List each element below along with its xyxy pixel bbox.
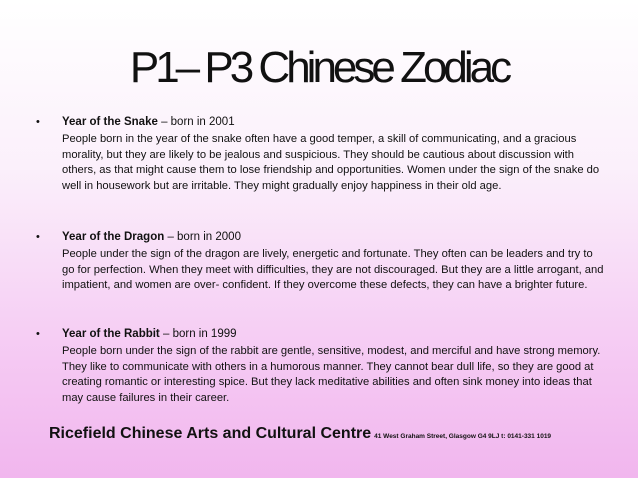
bullet: • (36, 328, 40, 340)
slide-title: P1– P3 Chinese Zodiac (129, 43, 509, 92)
heading-title: Year of the Dragon (62, 231, 165, 243)
zodiac-section-snake (36, 114, 608, 194)
section-heading (62, 326, 608, 342)
section-text: People under the sign of the dragon are lively, energetic and fortunate. They often can be leaders and try to go for perfection. When they meet with difficulties, they are not discouraged. But they are a little arrogant, and impatient, and women are over- confident. If they overcome these defects, they can have a brighter future. (62, 248, 604, 291)
heading-title: Year of the Snake (62, 116, 158, 128)
section-heading (62, 114, 608, 130)
organization-address: 41 West Graham Street, Glasgow G4 9LJ t: 0141-331 1019 (374, 433, 552, 440)
section-heading (62, 229, 608, 245)
heading-subtitle: – born in 1999 (159, 328, 237, 340)
section-text: People born in the year of the snake often have a good temper, a skill of communicating, and a gracious morality, but they are likely to be jealous and suspicious. They should be cautious about discussion with others, as that might cause them to lose friendship and opportunities. Women under the sign of the snake do well in housework but are irritable. They might gradually enjoy happiness in their old age. (62, 133, 600, 192)
heading-subtitle: – born in 2000 (164, 231, 241, 243)
bullet: • (36, 231, 40, 243)
section-text: People born under the sign of the rabbit are gentle, sensitive, modest, and merciful and have strong memory. They like to communicate with others in a humorous manner. They cannot bear dull life, so they are good at creating romantic or interesting spice. But they lack meditative abilities and often sink money into ideas that may cause failures in their career. (62, 345, 601, 404)
zodiac-section-dragon (36, 229, 608, 294)
zodiac-section-rabbit (36, 326, 608, 406)
organization-name: Ricefield Chinese Arts and Cultural Centre (49, 425, 372, 442)
heading-subtitle: – born in 2001 (157, 116, 235, 128)
footer (49, 425, 551, 443)
bullet: • (36, 116, 40, 128)
heading-title: Year of the Rabbit (62, 328, 160, 340)
